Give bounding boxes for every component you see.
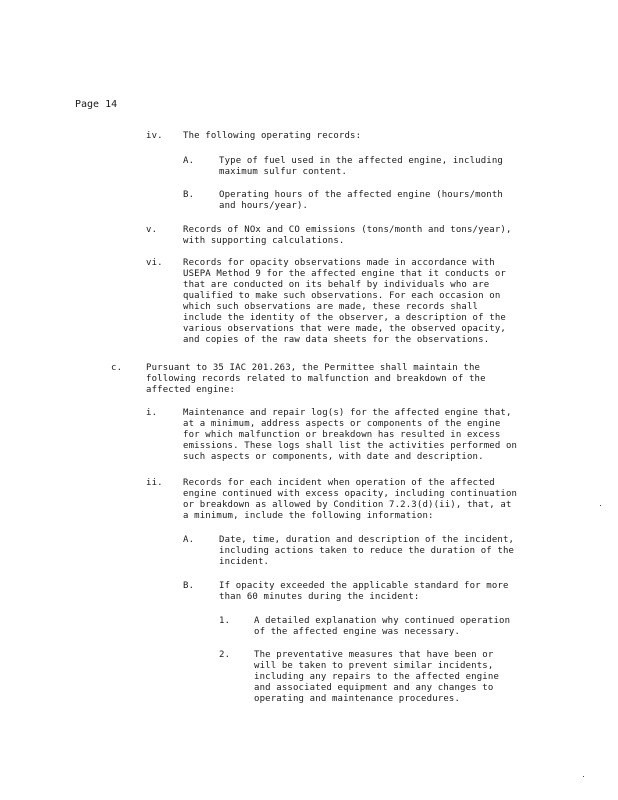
- section-c-line-3: affected engine:: [146, 385, 236, 395]
- item-vi-line-4: qualified to make such observations. For each occasion on: [183, 291, 501, 301]
- section-c-marker: c.: [111, 363, 123, 373]
- item-v-line-1: Records of NOx and CO emissions (tons/month and tons/year),: [183, 225, 512, 235]
- item-c-i-line-2: at a minimum, address aspects or components of the engine: [183, 419, 501, 429]
- item-c-ii-b-2-line-4: and associated equipment and any changes to: [254, 683, 494, 693]
- item-vi-line-3: that are conducted on its behalf by individuals who are: [183, 280, 490, 290]
- item-v-marker: v.: [146, 225, 158, 235]
- item-c-ii-b-2-line-1: The preventative measures that have been or: [254, 650, 494, 660]
- item-c-ii-line-1: Records for each incident when operation of the affected: [183, 478, 495, 488]
- item-c-ii-a-marker: A.: [183, 535, 195, 545]
- item-c-ii-b-2-marker: 2.: [219, 650, 231, 660]
- item-c-i-line-5: such aspects or components, with date and description.: [183, 452, 484, 462]
- item-c-ii-b-marker: B.: [183, 581, 195, 591]
- item-iv-a-line-2: maximum sulfur content.: [219, 167, 348, 177]
- item-vi-line-8: and copies of the raw data sheets for the observations.: [183, 335, 490, 345]
- section-c-line-1: Pursuant to 35 IAC 201.263, the Permittee shall maintain the: [146, 363, 481, 373]
- item-c-ii-line-2: engine continued with excess opacity, including continuation: [183, 489, 518, 499]
- item-iv-a-line-1: Type of fuel used in the affected engine, including: [219, 156, 503, 166]
- item-c-ii-marker: ii.: [146, 478, 163, 488]
- item-c-ii-b-2-line-5: operating and maintenance procedures.: [254, 694, 461, 704]
- item-c-i-line-4: emissions. These logs shall list the activities performed on: [183, 441, 518, 451]
- item-c-ii-line-4: a minimum, include the following information:: [183, 511, 434, 521]
- item-c-ii-line-3: or breakdown as allowed by Condition 7.2.3(d)(ii), that, at: [183, 500, 512, 510]
- item-c-ii-a-line-3: incident.: [219, 557, 270, 567]
- item-iv-b-line-1: Operating hours of the affected engine (hours/month: [219, 190, 503, 200]
- item-c-ii-b-2-line-3: including any repairs to the affected engine: [254, 672, 500, 682]
- item-vi-line-7: various observations that were made, the observed opacity,: [183, 324, 506, 334]
- item-iv-b-marker: B.: [183, 190, 195, 200]
- page-header: Page 14: [75, 99, 118, 110]
- item-vi-line-2: USEPA Method 9 for the affected engine that it conducts or: [183, 269, 506, 279]
- item-c-ii-a-line-2: including actions taken to reduce the duration of the: [219, 546, 515, 556]
- item-c-ii-b-1-line-2: of the affected engine was necessary.: [254, 627, 461, 637]
- item-iv-text: The following operating records:: [183, 131, 362, 141]
- scan-speck: [600, 505, 601, 506]
- item-iv-a-marker: A.: [183, 156, 195, 166]
- item-c-ii-a-line-1: Date, time, duration and description of the incident,: [219, 535, 515, 545]
- item-vi-line-1: Records for opacity observations made in accordance with: [183, 258, 495, 268]
- section-c-line-2: following records related to malfunction and breakdown of the: [146, 374, 486, 384]
- item-c-i-line-3: for which malfunction or breakdown has resulted in excess: [183, 430, 501, 440]
- item-iv-marker: iv.: [146, 131, 163, 141]
- item-c-ii-b-1-line-1: A detailed explanation why continued operation: [254, 616, 511, 626]
- item-vi-line-5: which such observations are made, these records shall: [183, 302, 479, 312]
- item-iv-b-line-2: and hours/year).: [219, 201, 309, 211]
- item-c-ii-b-line-2: than 60 minutes during the incident:: [219, 592, 420, 602]
- item-vi-line-6: include the identity of the observer, a description of the: [183, 313, 506, 323]
- item-c-ii-b-1-marker: 1.: [219, 616, 231, 626]
- item-c-i-marker: i.: [146, 408, 158, 418]
- item-vi-marker: vi.: [146, 258, 163, 268]
- scan-speck: [583, 776, 584, 777]
- item-c-ii-b-line-1: If opacity exceeded the applicable standard for more: [219, 581, 509, 591]
- item-v-line-2: with supporting calculations.: [183, 236, 345, 246]
- item-c-i-line-1: Maintenance and repair log(s) for the affected engine that,: [183, 408, 512, 418]
- item-c-ii-b-2-line-2: will be taken to prevent similar incidents,: [254, 661, 494, 671]
